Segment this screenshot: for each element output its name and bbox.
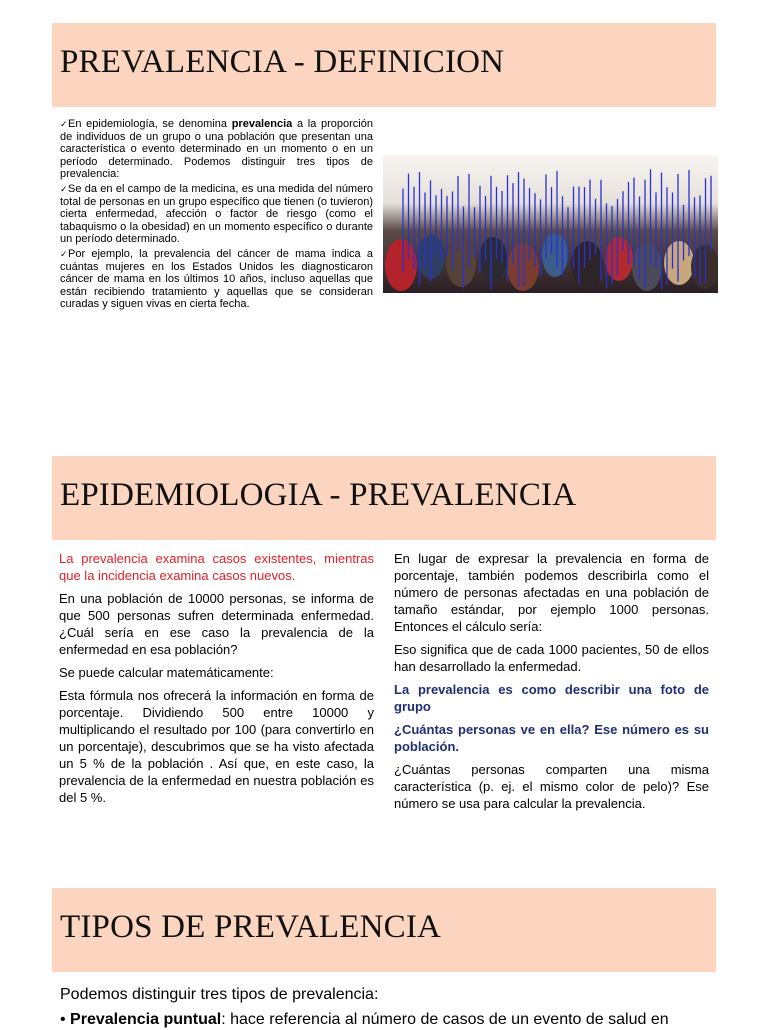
meaning-paragraph: Eso significa que de cada 1000 pacientes, 50 de ellos han desarrollado la enfermedad. <box>394 642 709 674</box>
bullet-2: ✓Se da en el campo de la medicina, es una medida del número total de personas en un grupo específico que tienen (o tuvieron) cierta enfermedad, afección o factor de riesgo (como el tabaquismo o la obesidad) en un momento específico o durante un período determinado. <box>60 182 373 246</box>
slide1-bullets <box>60 118 373 313</box>
slide3-banner <box>52 888 716 972</box>
slide2-right-column <box>394 550 709 818</box>
slide3-intro: Podemos distinguir tres tipos de prevalencia: <box>60 986 379 1003</box>
slide3-title: TIPOS DE PREVALENCIA <box>60 909 442 945</box>
check-icon: ✓ <box>60 183 68 194</box>
check-icon: ✓ <box>60 248 68 259</box>
crowd-bars-illustration <box>383 155 718 293</box>
formula-paragraph: Esta fórmula nos ofrecerá la información en forma de porcentaje. Dividiendo 500 entre 10000 y multiplicando el resultado por 100 (para convertirlo en un porcentaje), descubrimos que se ha visto afectada un 5 % de la población . Así que, en este caso, la prevalencia de la enfermedad en nuestra población es del 5 %. <box>59 688 374 805</box>
population-question-text: ¿Cuántas personas ve en ella? Ese número es su población. <box>394 722 709 754</box>
slide2-banner <box>52 456 716 540</box>
bullet-3: ✓Por ejemplo, la prevalencia del cáncer de mama indica a cuántas mujeres en los Estados Unidos les diagnosticaron cáncer de mama en los últimos 10 años, incluso aquellas que están recibiendo tratamiento y aquellas que se consideran curadas y siguen vivas en cierta fecha. <box>60 247 373 311</box>
slide2-title: EPIDEMIOLOGIA - PREVALENCIA <box>60 477 577 513</box>
slide1-title: PREVALENCIA - DEFINICION <box>60 44 505 80</box>
standard-size-paragraph: En lugar de expresar la prevalencia en forma de porcentaje, también podemos describirla como el número de personas afectadas en una población de tamaño estándar, por ejemplo 1000 personas. Entonces el cálculo sería: <box>394 551 709 634</box>
characteristic-paragraph: ¿Cuántas personas comparten una misma característica (p. ej. el mismo color de pelo)? Ese número se usa para calcular la prevalencia. <box>394 762 709 811</box>
intro-red-text: La prevalencia examina casos existentes, mientras que la incidencia examina casos nuevos. <box>59 551 374 583</box>
slide2-left-column <box>59 550 374 812</box>
check-icon: ✓ <box>60 119 68 129</box>
example-paragraph: En una población de 10000 personas, se informa de que 500 personas sufren determinada enfermedad. ¿Cuál sería en ese caso la prevalencia de la enfermedad en esa población? <box>59 591 374 657</box>
bullet-1: ✓En epidemiología, se denomina prevalencia a la proporción de individuos de un grupo o una población que presentan una característica o evento determinado en un momento o en un período determinado. Podemos distinguir tres tipos de prevalencia: <box>60 118 373 181</box>
calc-paragraph: Se puede calcular matemáticamente: <box>59 665 274 680</box>
slide3-bullet: • Prevalencia puntual: hace referencia al número de casos de un evento de salud en <box>60 1011 669 1028</box>
slide1-banner <box>52 23 716 107</box>
photo-analogy-text: La prevalencia es como describir una foto de grupo <box>394 682 709 714</box>
crowd-photo <box>383 155 718 293</box>
